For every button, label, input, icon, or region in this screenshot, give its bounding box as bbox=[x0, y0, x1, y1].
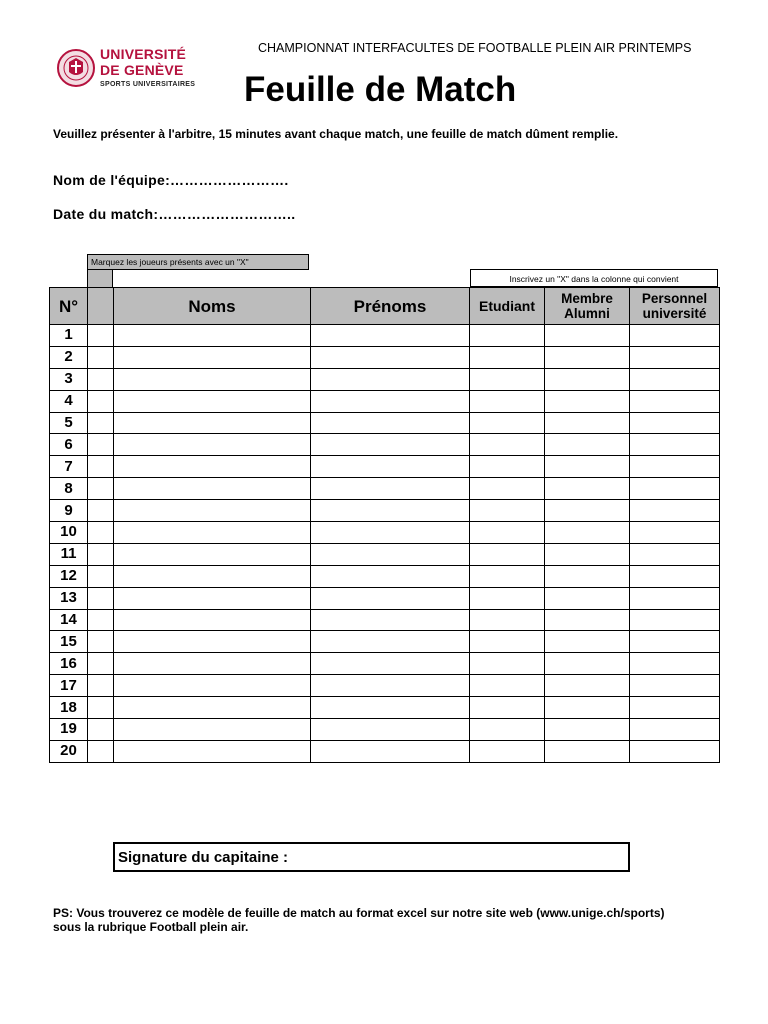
table-row bbox=[50, 697, 720, 719]
name-cell[interactable] bbox=[114, 587, 311, 609]
name-cell[interactable] bbox=[114, 740, 311, 762]
alumni-cell[interactable] bbox=[545, 346, 630, 368]
first-name-cell[interactable] bbox=[311, 522, 470, 544]
first-name-cell[interactable] bbox=[311, 653, 470, 675]
row-number: 2 bbox=[50, 346, 88, 368]
student-cell[interactable] bbox=[470, 522, 545, 544]
student-cell[interactable] bbox=[470, 587, 545, 609]
alumni-cell[interactable] bbox=[545, 390, 630, 412]
name-cell[interactable] bbox=[114, 675, 311, 697]
alumni-cell[interactable] bbox=[545, 719, 630, 741]
alumni-cell[interactable] bbox=[545, 543, 630, 565]
presence-cell[interactable] bbox=[88, 697, 114, 719]
presence-cell[interactable] bbox=[88, 368, 114, 390]
header-presence bbox=[88, 288, 114, 325]
student-cell[interactable] bbox=[470, 346, 545, 368]
table-row bbox=[50, 390, 720, 412]
row-number: 20 bbox=[50, 740, 88, 762]
name-cell[interactable] bbox=[114, 390, 311, 412]
logo-line-1: UNIVERSITÉ bbox=[100, 46, 187, 62]
first-name-cell[interactable] bbox=[311, 390, 470, 412]
student-cell[interactable] bbox=[470, 412, 545, 434]
header-names: Noms bbox=[114, 288, 311, 325]
first-name-cell[interactable] bbox=[311, 412, 470, 434]
student-cell[interactable] bbox=[470, 719, 545, 741]
student-cell[interactable] bbox=[470, 697, 545, 719]
name-cell[interactable] bbox=[114, 543, 311, 565]
header-staff-line-1: Personnel bbox=[641, 291, 708, 306]
first-name-cell[interactable] bbox=[311, 675, 470, 697]
staff-cell[interactable] bbox=[630, 543, 720, 565]
presence-cell[interactable] bbox=[88, 565, 114, 587]
presence-cell[interactable] bbox=[88, 346, 114, 368]
row-number: 8 bbox=[50, 478, 88, 500]
student-cell[interactable] bbox=[470, 675, 545, 697]
presence-cell[interactable] bbox=[88, 631, 114, 653]
table-row bbox=[50, 543, 720, 565]
student-cell[interactable] bbox=[470, 325, 545, 347]
row-number: 6 bbox=[50, 434, 88, 456]
roster-table bbox=[49, 287, 720, 763]
table-row bbox=[50, 478, 720, 500]
first-name-cell[interactable] bbox=[311, 609, 470, 631]
row-number: 4 bbox=[50, 390, 88, 412]
row-number: 5 bbox=[50, 412, 88, 434]
logo-line-3: SPORTS UNIVERSITAIRES bbox=[100, 81, 196, 88]
table-row bbox=[50, 587, 720, 609]
table-row bbox=[50, 565, 720, 587]
table-header-row bbox=[50, 288, 720, 325]
table-row bbox=[50, 675, 720, 697]
header-first-names: Prénoms bbox=[311, 288, 470, 325]
staff-cell[interactable] bbox=[630, 325, 720, 347]
table-row bbox=[50, 719, 720, 741]
staff-cell[interactable] bbox=[630, 631, 720, 653]
presence-cell[interactable] bbox=[88, 390, 114, 412]
student-cell[interactable] bbox=[470, 609, 545, 631]
staff-cell[interactable] bbox=[630, 522, 720, 544]
championship-heading: CHAMPIONNAT INTERFACULTES DE FOOTBALLE PLEIN AIR PRINTEMPS bbox=[258, 41, 692, 55]
staff-cell[interactable] bbox=[630, 740, 720, 762]
presence-cell[interactable] bbox=[88, 587, 114, 609]
alumni-cell[interactable] bbox=[545, 522, 630, 544]
table-row bbox=[50, 346, 720, 368]
row-number: 9 bbox=[50, 500, 88, 522]
student-cell[interactable] bbox=[470, 543, 545, 565]
name-cell[interactable] bbox=[114, 653, 311, 675]
first-name-cell[interactable] bbox=[311, 478, 470, 500]
staff-cell[interactable] bbox=[630, 719, 720, 741]
row-number: 12 bbox=[50, 565, 88, 587]
table-row bbox=[50, 631, 720, 653]
table-row bbox=[50, 434, 720, 456]
header-number: N° bbox=[50, 288, 88, 325]
first-name-cell[interactable] bbox=[311, 740, 470, 762]
row-number: 3 bbox=[50, 368, 88, 390]
presence-cell[interactable] bbox=[88, 609, 114, 631]
row-number: 1 bbox=[50, 325, 88, 347]
footer-line-1: PS: Vous trouverez ce modèle de feuille de match au format excel sur notre site web (www.unige.ch/sports) bbox=[53, 906, 665, 920]
university-seal-icon bbox=[56, 44, 96, 92]
footer-line-2: sous la rubrique Football plein air. bbox=[53, 920, 249, 934]
row-number: 17 bbox=[50, 675, 88, 697]
student-cell[interactable] bbox=[470, 390, 545, 412]
alumni-cell[interactable] bbox=[545, 434, 630, 456]
staff-cell[interactable] bbox=[630, 653, 720, 675]
table-row bbox=[50, 412, 720, 434]
alumni-cell[interactable] bbox=[545, 653, 630, 675]
first-name-cell[interactable] bbox=[311, 346, 470, 368]
alumni-cell[interactable] bbox=[545, 609, 630, 631]
alumni-cell[interactable] bbox=[545, 740, 630, 762]
row-number: 16 bbox=[50, 653, 88, 675]
staff-cell[interactable] bbox=[630, 368, 720, 390]
name-cell[interactable] bbox=[114, 368, 311, 390]
student-cell[interactable] bbox=[470, 368, 545, 390]
name-cell[interactable] bbox=[114, 434, 311, 456]
row-number: 19 bbox=[50, 719, 88, 741]
staff-cell[interactable] bbox=[630, 609, 720, 631]
row-number: 13 bbox=[50, 587, 88, 609]
staff-cell[interactable] bbox=[630, 587, 720, 609]
presence-cell[interactable] bbox=[88, 740, 114, 762]
alumni-cell[interactable] bbox=[545, 587, 630, 609]
presence-cell[interactable] bbox=[88, 543, 114, 565]
mark-present-note: Marquez les joueurs présents avec un "X" bbox=[87, 254, 309, 270]
presence-cell[interactable] bbox=[88, 434, 114, 456]
team-name-field[interactable]: Nom de l'équipe:……………………. bbox=[53, 172, 289, 188]
table-row bbox=[50, 609, 720, 631]
alumni-cell[interactable] bbox=[545, 697, 630, 719]
staff-cell[interactable] bbox=[630, 456, 720, 478]
name-cell[interactable] bbox=[114, 325, 311, 347]
name-cell[interactable] bbox=[114, 697, 311, 719]
name-cell[interactable] bbox=[114, 609, 311, 631]
first-name-cell[interactable] bbox=[311, 500, 470, 522]
first-name-cell[interactable] bbox=[311, 697, 470, 719]
name-cell[interactable] bbox=[114, 565, 311, 587]
student-cell[interactable] bbox=[470, 565, 545, 587]
row-number: 15 bbox=[50, 631, 88, 653]
roster-body bbox=[50, 325, 720, 763]
page-title: Feuille de Match bbox=[244, 70, 517, 109]
alumni-cell[interactable] bbox=[545, 325, 630, 347]
instruction-text: Veuillez présenter à l'arbitre, 15 minutes avant chaque match, une feuille de match dûment remplie. bbox=[53, 127, 619, 141]
first-name-cell[interactable] bbox=[311, 587, 470, 609]
row-number: 10 bbox=[50, 522, 88, 544]
presence-cell[interactable] bbox=[88, 500, 114, 522]
row-number: 14 bbox=[50, 609, 88, 631]
header-alumni bbox=[545, 288, 630, 325]
header-alumni-line-2: Alumni bbox=[564, 306, 610, 321]
table-row bbox=[50, 740, 720, 762]
name-cell[interactable] bbox=[114, 631, 311, 653]
student-cell[interactable] bbox=[470, 500, 545, 522]
captain-signature-box[interactable]: Signature du capitaine : bbox=[113, 842, 630, 872]
first-name-cell[interactable] bbox=[311, 434, 470, 456]
student-cell[interactable] bbox=[470, 434, 545, 456]
staff-cell[interactable] bbox=[630, 675, 720, 697]
presence-cell[interactable] bbox=[88, 412, 114, 434]
row-number: 7 bbox=[50, 456, 88, 478]
presence-cell[interactable] bbox=[88, 325, 114, 347]
table-row bbox=[50, 522, 720, 544]
alumni-cell[interactable] bbox=[545, 478, 630, 500]
first-name-cell[interactable] bbox=[311, 368, 470, 390]
student-cell[interactable] bbox=[470, 478, 545, 500]
footer-note bbox=[53, 906, 743, 934]
first-name-cell[interactable] bbox=[311, 325, 470, 347]
alumni-cell[interactable] bbox=[545, 500, 630, 522]
name-cell[interactable] bbox=[114, 478, 311, 500]
presence-column-stub bbox=[87, 270, 113, 288]
staff-cell[interactable] bbox=[630, 565, 720, 587]
table-row bbox=[50, 653, 720, 675]
name-cell[interactable] bbox=[114, 346, 311, 368]
alumni-cell[interactable] bbox=[545, 565, 630, 587]
staff-cell[interactable] bbox=[630, 346, 720, 368]
staff-cell[interactable] bbox=[630, 412, 720, 434]
student-cell[interactable] bbox=[470, 653, 545, 675]
name-cell[interactable] bbox=[114, 456, 311, 478]
staff-cell[interactable] bbox=[630, 478, 720, 500]
staff-cell[interactable] bbox=[630, 697, 720, 719]
first-name-cell[interactable] bbox=[311, 456, 470, 478]
name-cell[interactable] bbox=[114, 522, 311, 544]
header-staff bbox=[630, 288, 720, 325]
staff-cell[interactable] bbox=[630, 500, 720, 522]
presence-cell[interactable] bbox=[88, 522, 114, 544]
first-name-cell[interactable] bbox=[311, 565, 470, 587]
first-name-cell[interactable] bbox=[311, 543, 470, 565]
presence-cell[interactable] bbox=[88, 719, 114, 741]
player-type-note: Inscrivez un "X" dans la colonne qui convient bbox=[470, 269, 718, 287]
presence-cell[interactable] bbox=[88, 478, 114, 500]
alumni-cell[interactable] bbox=[545, 631, 630, 653]
university-logo bbox=[56, 40, 204, 96]
presence-cell[interactable] bbox=[88, 456, 114, 478]
presence-cell[interactable] bbox=[88, 675, 114, 697]
student-cell[interactable] bbox=[470, 631, 545, 653]
name-cell[interactable] bbox=[114, 719, 311, 741]
staff-cell[interactable] bbox=[630, 390, 720, 412]
student-cell[interactable] bbox=[470, 456, 545, 478]
presence-cell[interactable] bbox=[88, 653, 114, 675]
first-name-cell[interactable] bbox=[311, 631, 470, 653]
staff-cell[interactable] bbox=[630, 434, 720, 456]
header-staff-line-2: université bbox=[642, 306, 707, 321]
table-row bbox=[50, 456, 720, 478]
first-name-cell[interactable] bbox=[311, 719, 470, 741]
table-row bbox=[50, 368, 720, 390]
alumni-cell[interactable] bbox=[545, 412, 630, 434]
table-row bbox=[50, 325, 720, 347]
alumni-cell[interactable] bbox=[545, 675, 630, 697]
name-cell[interactable] bbox=[114, 412, 311, 434]
header-student: Etudiant bbox=[470, 288, 545, 325]
logo-line-2: DE GENÈVE bbox=[100, 62, 184, 78]
header-alumni-line-1: Membre bbox=[561, 291, 613, 306]
alumni-cell[interactable] bbox=[545, 456, 630, 478]
alumni-cell[interactable] bbox=[545, 368, 630, 390]
table-row bbox=[50, 500, 720, 522]
match-date-field[interactable]: Date du match:……………………….. bbox=[53, 206, 296, 222]
row-number: 11 bbox=[50, 543, 88, 565]
name-cell[interactable] bbox=[114, 500, 311, 522]
student-cell[interactable] bbox=[470, 740, 545, 762]
row-number: 18 bbox=[50, 697, 88, 719]
